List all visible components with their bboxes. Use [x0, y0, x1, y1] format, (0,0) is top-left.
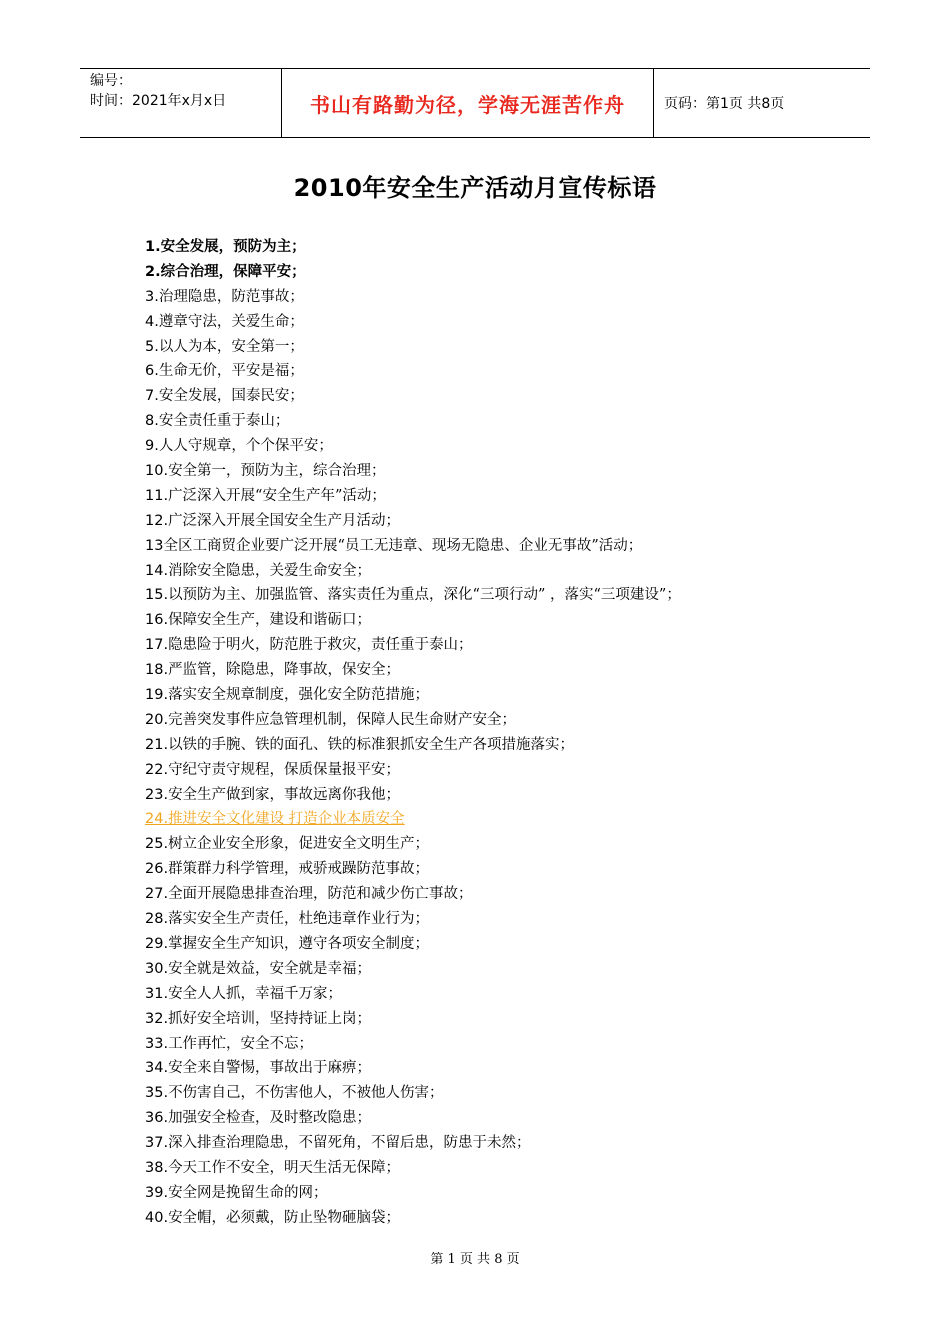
slogan-text: 消除安全隐患，关爱生命安全；: [168, 562, 372, 579]
slogan-text: 安全责任重于泰山；: [158, 413, 290, 430]
slogan-item: [145, 509, 845, 534]
slogan-item: [145, 235, 845, 260]
slogan-item: [145, 758, 845, 783]
slogan-text: 生命无价，平安是福；: [158, 363, 304, 380]
slogan-number: 4.: [145, 313, 159, 330]
slogan-text: 安全发展，预防为主；: [160, 238, 306, 255]
slogan-item: [145, 907, 845, 932]
slogan-item: [145, 310, 845, 335]
header-meta: [80, 69, 282, 137]
slogan-number: 24.: [145, 811, 169, 828]
slogan-number: 38.: [145, 1159, 169, 1176]
slogan-text: 治理隐患，防范事故；: [158, 288, 304, 305]
slogan-number: 5.: [145, 338, 159, 355]
slogan-number: 40.: [145, 1209, 169, 1226]
slogan-number: 27.: [145, 886, 169, 903]
slogan-item: [145, 285, 845, 310]
slogan-number: 35.: [145, 1085, 169, 1102]
slogan-item: [145, 608, 845, 633]
slogan-item: [145, 384, 845, 409]
slogan-text: 安全第一，预防为主，综合治理；: [168, 463, 386, 480]
slogan-item: [145, 708, 845, 733]
slogan-item: [145, 733, 845, 758]
slogan-number: 20.: [145, 711, 169, 728]
slogan-item: [145, 1206, 845, 1231]
slogan-item: [145, 633, 845, 658]
slogan-number: 14.: [145, 562, 169, 579]
header-table: [80, 68, 870, 138]
slogan-number: 7.: [145, 388, 159, 405]
slogan-item: [145, 982, 845, 1007]
slogan-number: 39.: [145, 1184, 169, 1201]
slogan-text: 安全就是效益，安全就是幸福；: [168, 960, 372, 977]
slogan-text: 隐患险于明火，防范胜于救灾，责任重于泰山；: [168, 637, 473, 654]
slogan-text: 推进安全文化建设 打造企业本质安全: [168, 811, 405, 828]
slogan-number: 3.: [145, 288, 159, 305]
slogan-item: [145, 1056, 845, 1081]
slogan-item: [145, 932, 845, 957]
slogan-item: [145, 559, 845, 584]
slogan-number: 1.: [145, 239, 161, 255]
slogan-item: [145, 434, 845, 459]
slogan-number: 16.: [145, 612, 169, 629]
slogan-text: 安全网是挽留生命的网；: [168, 1184, 328, 1201]
slogan-number: 8.: [145, 413, 159, 430]
slogan-item: [145, 459, 845, 484]
slogan-number: 2.: [145, 263, 161, 280]
slogan-item: [145, 1156, 845, 1181]
slogan-number: 25.: [145, 836, 169, 853]
slogan-text: 安全生产做到家，事故远离你我他；: [168, 786, 401, 803]
slogan-item: [145, 260, 845, 285]
slogan-number: 10.: [145, 463, 169, 480]
slogan-text: 人人守规章，个个保平安；: [158, 438, 333, 455]
slogan-item: [145, 1131, 845, 1156]
slogan-text: 安全帽，必须戴，防止坠物砸脑袋；: [168, 1209, 401, 1226]
page-footer: 第 1 页 共 8 页: [430, 1252, 520, 1267]
slogan-text: 不伤害自己，不伤害他人，不被他人伤害；: [168, 1085, 444, 1102]
slogan-text: 落实安全规章制度，强化安全防范措施；: [168, 687, 430, 704]
slogan-item: [145, 484, 845, 509]
slogan-text: 掌握安全生产知识，遵守各项安全制度；: [168, 935, 430, 952]
slogan-number: 34.: [145, 1060, 169, 1077]
slogan-number: 11.: [145, 487, 169, 504]
slogan-number: 31.: [145, 985, 169, 1002]
slogan-item: [145, 1007, 845, 1032]
header-page-info: 页码：第1页 共8页: [664, 96, 785, 112]
slogan-number: 12.: [145, 512, 169, 529]
slogan-text: 严监管，除隐患，降事故，保安全；: [168, 662, 401, 679]
slogan-number: 37.: [145, 1135, 169, 1152]
slogan-text: 遵章守法，关爱生命；: [158, 313, 304, 330]
slogan-text: 综合治理，保障平安；: [160, 262, 306, 280]
slogan-number: 18.: [145, 662, 169, 679]
slogan-number: 19.: [145, 687, 169, 704]
slogan-item: [145, 882, 845, 907]
slogan-number: 36.: [145, 1110, 169, 1127]
slogan-text: 守纪守责守规程，保质保量报平安；: [168, 761, 401, 778]
number-label: 编号：: [90, 73, 132, 89]
slogan-number: 33.: [145, 1035, 169, 1052]
slogan-text: 以铁的手腕、铁的面孔、铁的标准狠抓安全生产各项措施落实；: [168, 736, 575, 753]
slogan-item: [145, 335, 845, 360]
slogan-item: [145, 957, 845, 982]
slogan-text: 抓好安全培训，坚持持证上岗；: [168, 1010, 372, 1027]
slogan-text: 安全人人抓，幸福千万家；: [168, 985, 343, 1002]
slogan-item: [145, 832, 845, 857]
slogan-item: [145, 409, 845, 434]
slogan-item: [145, 783, 845, 808]
slogan-number: 15.: [145, 587, 169, 604]
slogan-item: [145, 534, 845, 559]
slogan-number: 23.: [145, 786, 169, 803]
slogan-item: [145, 683, 845, 708]
slogan-text: 落实安全生产责任，杜绝违章作业行为；: [168, 911, 430, 928]
slogan-text: 工作再忙，安全不忘；: [168, 1035, 314, 1052]
document-title: 2010年安全生产活动月宣传标语: [293, 174, 657, 202]
slogan-text: 加强安全检查，及时整改隐患；: [168, 1110, 372, 1127]
slogan-number: 32.: [145, 1010, 169, 1027]
slogan-list: [145, 235, 845, 1231]
slogan-number: 9.: [145, 438, 159, 455]
slogan-text: 深入排查治理隐患，不留死角，不留后患，防患于未然；: [168, 1135, 531, 1152]
slogan-text: 全面开展隐患排查治理，防范和减少伤亡事故；: [168, 886, 473, 903]
slogan-item: [145, 1081, 845, 1106]
slogan-item: [145, 1181, 845, 1206]
slogan-text: 今天工作不安全，明天生活无保障；: [168, 1159, 401, 1176]
slogan-number: 29.: [145, 935, 169, 952]
slogan-number: 17.: [145, 637, 169, 654]
slogan-text: 以人为本，安全第一；: [158, 338, 304, 355]
slogan-text: 树立企业安全形象，促进安全文明生产；: [168, 836, 430, 853]
slogan-item: [145, 583, 845, 608]
slogan-number: 26.: [145, 861, 169, 878]
slogan-item: [145, 658, 845, 683]
slogan-text: 以预防为主、加强监管、落实责任为重点，深化“三项行动” ，落实“三项建设”；: [168, 587, 681, 604]
slogan-number: 22.: [145, 761, 169, 778]
header-motto: 书山有路勤为径，学海无涯苦作舟: [282, 69, 654, 137]
slogan-item: [145, 1106, 845, 1131]
slogan-text: 完善突发事件应急管理机制，保障人民生命财产安全；: [168, 711, 517, 728]
slogan-number: 28.: [145, 911, 169, 928]
slogan-number: 13: [145, 537, 164, 554]
slogan-text: 保障安全生产，建设和谐砺口；: [168, 612, 372, 629]
slogan-item: [145, 359, 845, 384]
slogan-text: 广泛深入开展全国安全生产月活动；: [168, 512, 401, 529]
slogan-number: 21.: [145, 736, 169, 753]
slogan-text: 安全发展，国泰民安；: [158, 388, 304, 405]
slogan-item: [145, 857, 845, 882]
time-label: 时间：2021年x月x日: [90, 93, 227, 109]
slogan-text: 全区工商贸企业要广泛开展“员工无违章、现场无隐患、企业无事故”活动；: [163, 537, 643, 554]
slogan-text: 群策群力科学管理，戒骄戒躁防范事故；: [168, 861, 430, 878]
slogan-item[interactable]: [145, 807, 845, 832]
slogan-text: 广泛深入开展“安全生产年”活动；: [168, 487, 386, 504]
slogan-text: 安全来自警惕，事故出于麻痹；: [168, 1060, 372, 1077]
slogan-item: [145, 1032, 845, 1057]
slogan-number: 30.: [145, 960, 169, 977]
slogan-number: 6.: [145, 363, 159, 380]
